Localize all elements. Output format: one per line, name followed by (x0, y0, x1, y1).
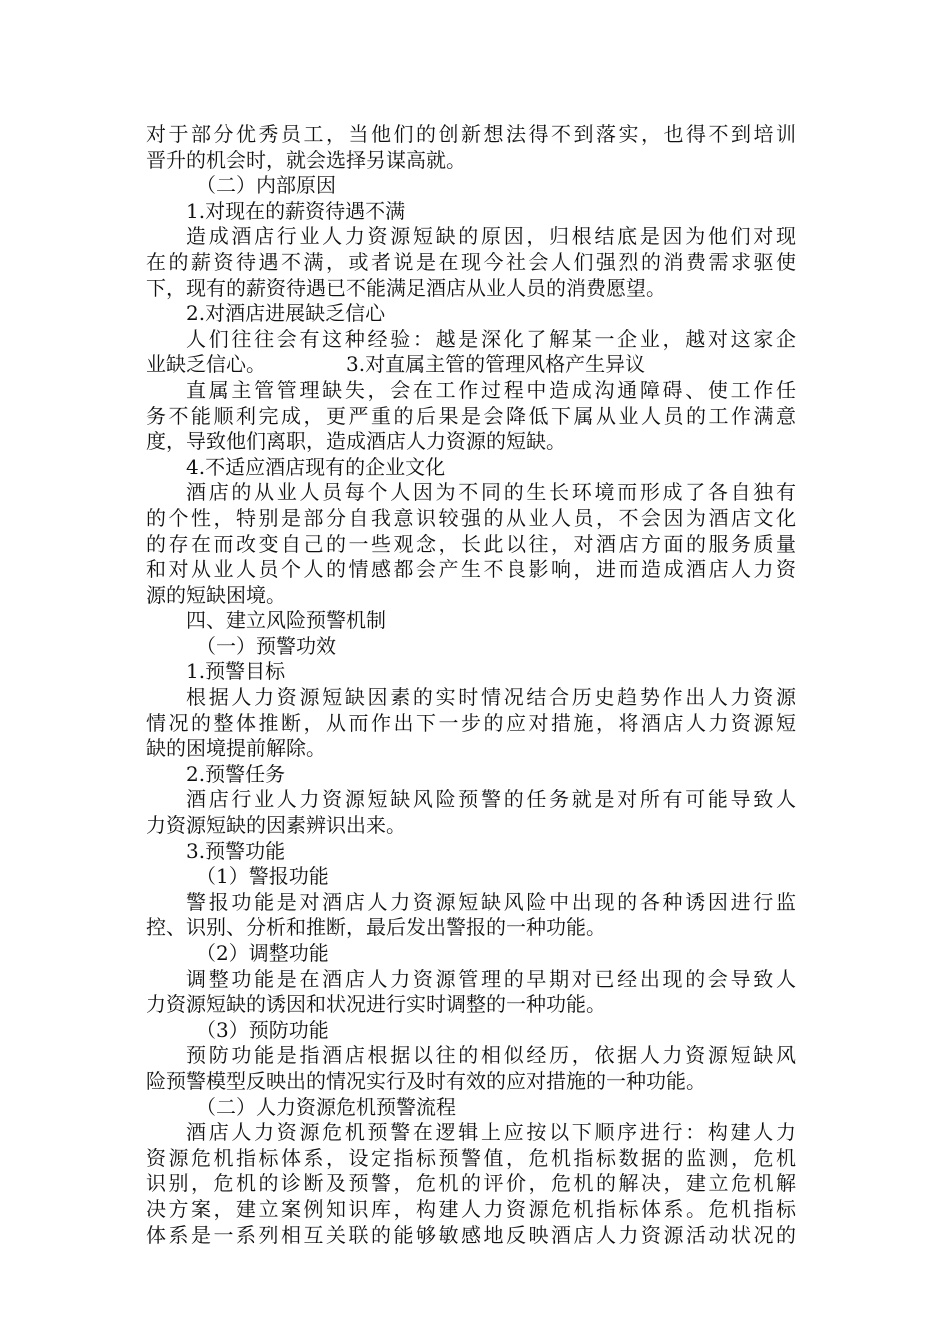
section-heading: （二）人力资源危机预警流程 (196, 1094, 456, 1119)
text-line: 的个性，特别是部分自我意识较强的从业人员，不会因为酒店文化 (146, 505, 796, 530)
text-line: 力资源短缺的因素辨识出来。 (146, 813, 406, 838)
text-line: 的存在而改变自己的一些观念，长此以往，对酒店方面的服务质量 (146, 531, 796, 556)
text-line: 和对从业人员个人的情感都会产生不良影响，进而造成酒店人力资 (146, 557, 796, 582)
text-line: 直属主管管理缺失，会在工作过程中造成沟通障碍、使工作任 (186, 377, 796, 402)
subsection-heading: 3.对直属主管的管理风格产生异议 (346, 352, 646, 377)
subsection-heading: （3）预防功能 (196, 1017, 329, 1042)
text-line: 决方案，建立案例知识库，构建人力资源危机指标体系。危机指标 (146, 1196, 796, 1221)
subsection-heading: 2.预警任务 (186, 761, 286, 786)
text-line: 体系是一系列相互关联的能够敏感地反映酒店人力资源活动状况的 (146, 1222, 796, 1247)
section-heading: （一）预警功效 (196, 633, 336, 658)
subsection-heading: 4.不适应酒店现有的企业文化 (186, 454, 446, 479)
text-line: 对于部分优秀员工，当他们的创新想法得不到落实，也得不到培训 (146, 122, 796, 146)
text-line: 根据人力资源短缺因素的实时情况结合历史趋势作出人力资源 (186, 685, 796, 710)
subsection-heading: 1.预警目标 (186, 659, 286, 684)
text-line: 人们往往会有这种经验：越是深化了解某一企业，越对这家企 (186, 326, 796, 351)
document-page (146, 122, 796, 1248)
text-line: 造成酒店行业人力资源短缺的原因，归根结底是因为他们对现 (186, 224, 796, 249)
text-line: 识别，危机的诊断及预警，危机的评价，危机的解决，建立危机解 (146, 1171, 796, 1196)
text-line: 警报功能是对酒店人力资源短缺风险中出现的各种诱因进行监 (186, 889, 796, 914)
text-line: 在的薪资待遇不满，或者说是在现今社会人们强烈的消费需求驱使 (146, 249, 796, 274)
text-line: 预防功能是指酒店根据以往的相似经历，依据人力资源短缺风 (186, 1043, 796, 1068)
text-line: 调整功能是在酒店人力资源管理的早期对已经出现的会导致人 (186, 966, 796, 991)
text-line: 源的短缺困境。 (146, 582, 286, 607)
text-line: 务不能顺利完成，更严重的后果是会降低下属从业人员的工作满意 (146, 403, 796, 428)
text-line: 控、识别、分析和推断，最后发出警报的一种功能。 (146, 915, 606, 940)
section-heading: 四、建立风险预警机制 (186, 608, 386, 633)
subsection-heading: （1）警报功能 (196, 864, 329, 889)
text-line: 酒店行业人力资源短缺风险预警的任务就是对所有可能导致人 (186, 787, 796, 812)
text-fragment: 业缺乏信心。 (146, 352, 266, 377)
text-line: 险预警模型反映出的情况实行及时有效的应对措施的一种功能。 (146, 1068, 706, 1093)
text-line: 酒店人力资源危机预警在逻辑上应按以下顺序进行：构建人力 (186, 1120, 796, 1145)
subsection-heading: 1.对现在的薪资待遇不满 (186, 198, 406, 223)
text-line-with-heading (146, 352, 796, 378)
section-heading: （二）内部原因 (196, 173, 336, 198)
text-line: 情况的整体推断，从而作出下一步的应对措施，将酒店人力资源短 (146, 710, 796, 735)
text-line: 度，导致他们离职，造成酒店人力资源的短缺。 (146, 429, 566, 454)
text-line: 下，现有的薪资待遇已不能满足酒店从业人员的消费愿望。 (146, 275, 666, 300)
text-line: 资源危机指标体系，设定指标预警值，危机指标数据的监测，危机 (146, 1145, 796, 1170)
subsection-heading: 3.预警功能 (186, 838, 286, 863)
text-line: 晋升的机会时，就会选择另谋高就。 (146, 147, 466, 172)
subsection-heading: 2.对酒店进展缺乏信心 (186, 301, 386, 326)
text-line: 力资源短缺的诱因和状况进行实时调整的一种功能。 (146, 992, 606, 1017)
text-line: 酒店的从业人员每个人因为不同的生长环境而形成了各自独有 (186, 480, 796, 505)
text-line: 缺的困境提前解除。 (146, 736, 326, 761)
subsection-heading: （2）调整功能 (196, 941, 329, 965)
